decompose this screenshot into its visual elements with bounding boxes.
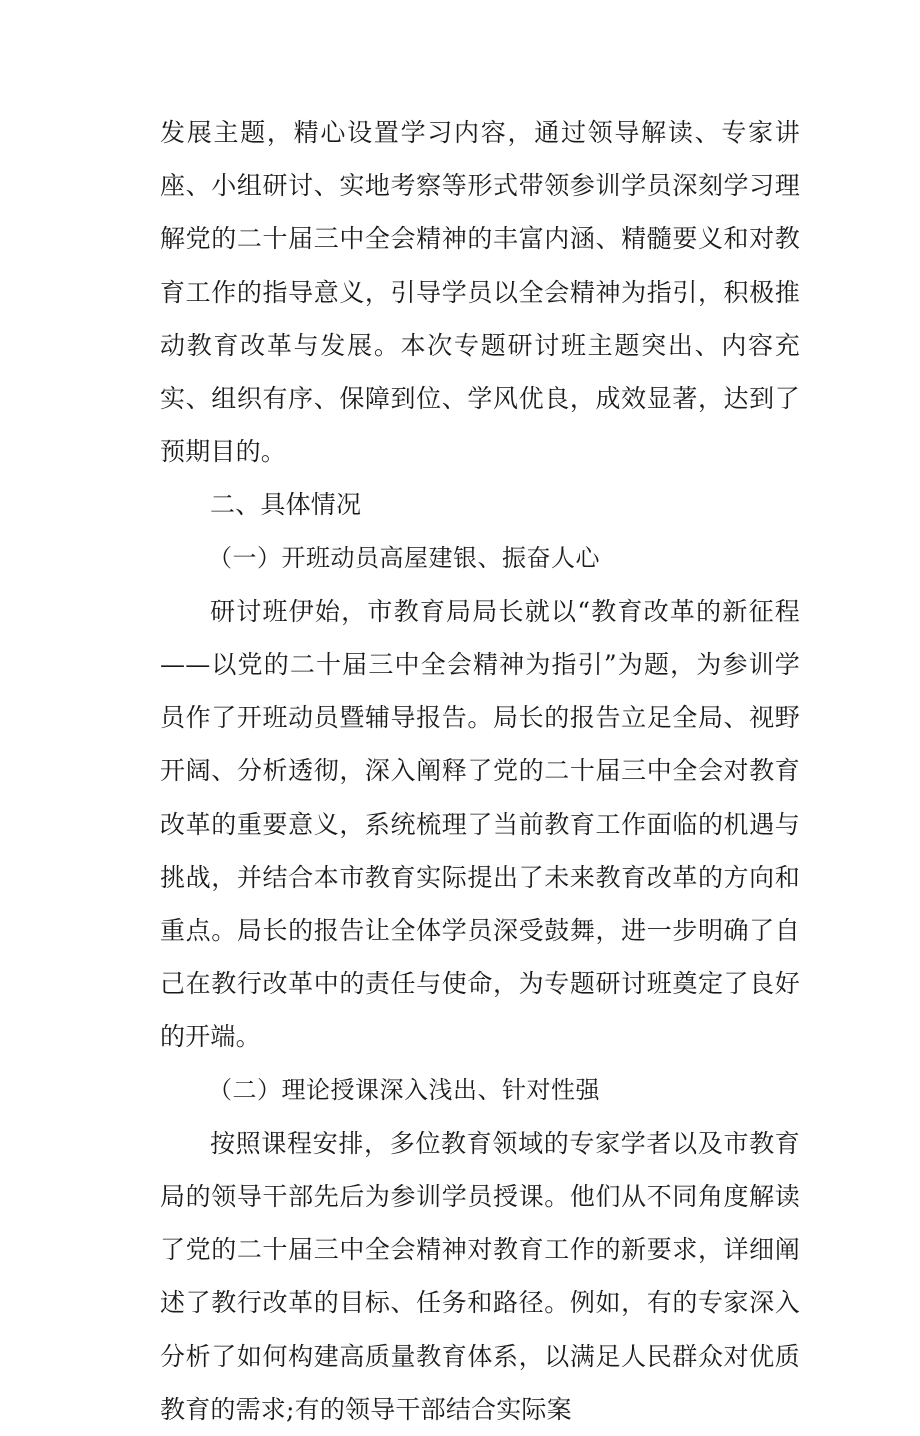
document-body bbox=[160, 106, 800, 1436]
subheading-theory-lectures: （二）理论授课深入浅出、针对性强 bbox=[208, 1075, 600, 1104]
section-heading-details: 二、具体情况 bbox=[210, 490, 362, 520]
paragraph-summary-continued: 发展主题，精心设置学习内容，通过领导解读、专家讲座、小组研讨、实地考察等形式带领参训学员深刻学习理解党的二十届三中全会精神的丰富内涵、精髓要义和对教育工作的指导意义，引导学员以全会精神为指引，积极推动教育改革与发展。本次专题研讨班主题突出、内容充实、组织有序、保障到位、学风优良，成效显著，达到了预期目的。 bbox=[160, 118, 800, 467]
paragraph-opening-ceremony: 研讨班伊始，市教育局局长就以“教育改革的新征程——以党的二十届三中全会精神为指引”为题，为参训学员作了开班动员暨辅导报告。局长的报告立足全局、视野开阔、分析透彻，深入阐释了党的二十届三中全会对教育改革的重要意义，系统梳理了当前教育工作面临的机遇与挑战，并结合本市教育实际提出了未来教育改革的方向和重点。局长的报告让全体学员深受鼓舞，进一步明确了自己在教行改革中的责任与使命，为专题研讨班奠定了良好的开端。 bbox=[160, 596, 800, 1052]
subheading-opening-ceremony: （一）开班动员高屋建银、振奋人心 bbox=[208, 543, 600, 572]
paragraph-theory-lectures: 按照课程安排，多位教育领域的专家学者以及市教育局的领导干部先后为参训学员授课。他们从不同角度解读了党的二十届三中全会精神对教育工作的新要求，详细阐述了教行改革的目标、任务和路径。例如，有的专家深入分析了如何构建高质量教育体系，以满足人民群众对优质教育的需求;有的领导干部结合实际案 bbox=[160, 1128, 800, 1424]
